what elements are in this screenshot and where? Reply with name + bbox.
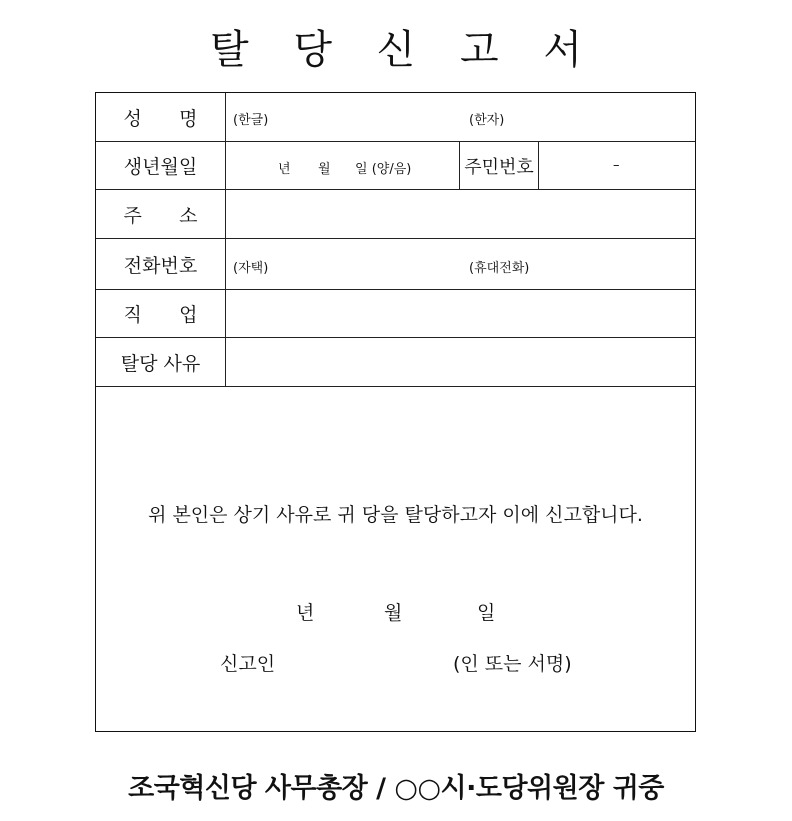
name-hangul-field[interactable]: (한글) — [233, 113, 269, 128]
row-phone — [96, 239, 695, 290]
resident-number-field[interactable]: – — [613, 158, 620, 173]
row-name — [96, 93, 695, 142]
label-address: 주 소 — [96, 190, 226, 238]
name-hanja-field[interactable]: (한자) — [469, 113, 505, 128]
birth-year[interactable]: 년 — [278, 162, 291, 177]
label-resident-number: 주민번호 — [459, 142, 539, 189]
row-birth — [96, 142, 695, 190]
phone-home-field[interactable]: (자택) — [233, 261, 269, 276]
label-reason: 탈당 사유 — [96, 338, 226, 386]
form-table — [95, 92, 696, 732]
birth-day-calendar[interactable]: 일 (양/음) — [355, 162, 412, 177]
declaration-text: 위 본인은 상기 사유로 귀 당을 탈당하고자 이에 신고합니다. — [148, 504, 643, 526]
label-name: 성 명 — [96, 93, 226, 141]
row-address — [96, 190, 695, 239]
signature-note[interactable]: (인 또는 서명) — [453, 653, 572, 675]
label-birth: 생년월일 — [96, 142, 226, 189]
form-title: 탈 당 신 고 서 — [209, 27, 599, 73]
date-year[interactable]: 년 — [296, 602, 315, 624]
reporter-label: 신고인 — [220, 653, 276, 675]
label-job: 직 업 — [96, 290, 226, 337]
birth-month[interactable]: 월 — [318, 162, 331, 177]
date-month[interactable]: 월 — [384, 602, 403, 624]
phone-mobile-field[interactable]: (휴대전화) — [469, 261, 530, 276]
date-day[interactable]: 일 — [477, 602, 496, 624]
addressee-line: 조국혁신당 사무총장 / ○○시·도당위원장 귀중 — [128, 773, 664, 804]
label-phone: 전화번호 — [96, 239, 226, 289]
row-job — [96, 290, 695, 338]
row-reason — [96, 338, 695, 387]
